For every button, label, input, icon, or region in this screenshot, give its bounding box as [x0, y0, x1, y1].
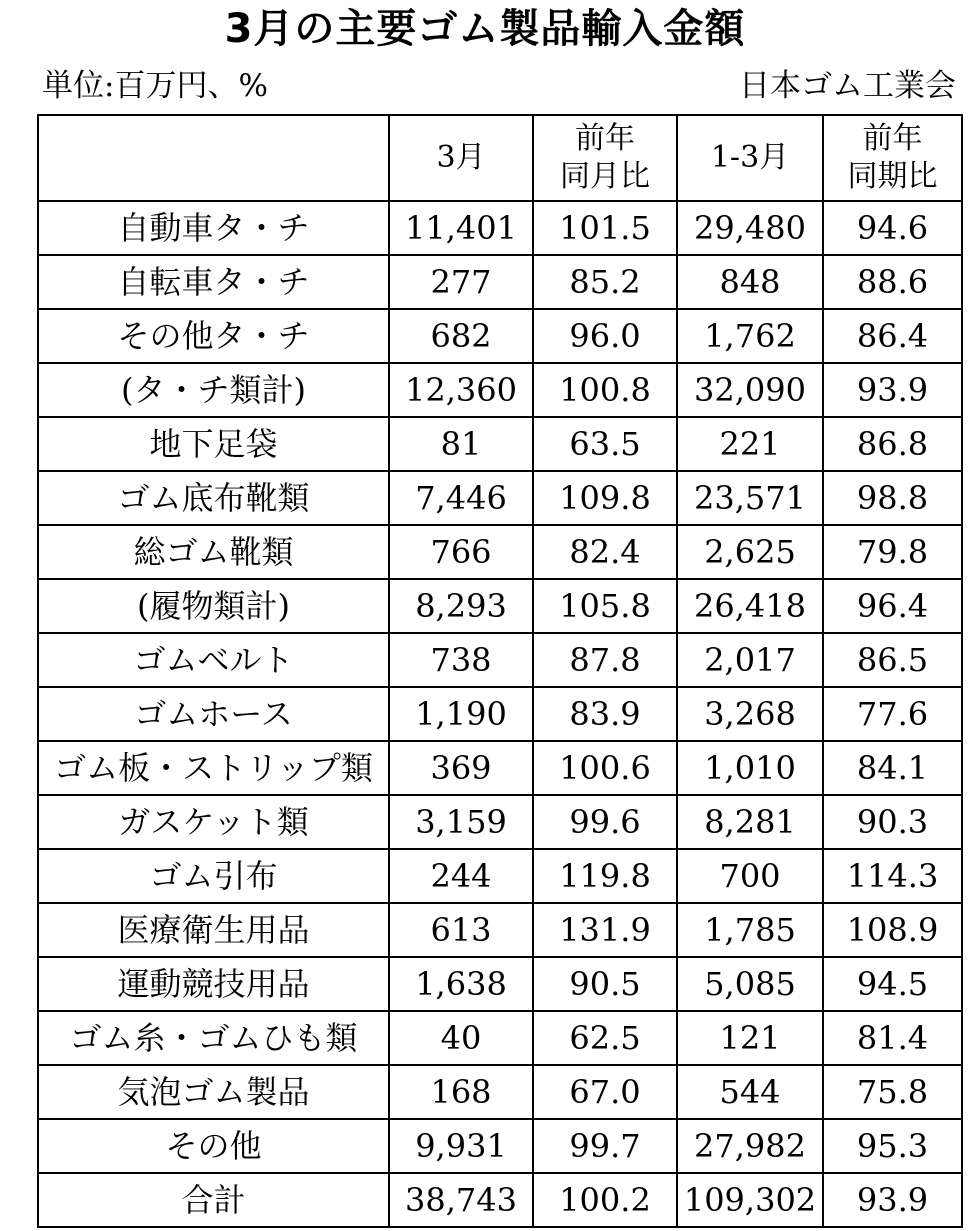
table-row [38, 687, 962, 741]
header-jan-mar [677, 115, 823, 201]
yoy-period-cell: 93.9 [823, 1173, 962, 1227]
category-cell: ゴム板・ストリップ類 [38, 741, 389, 795]
yoy-period-cell: 90.3 [823, 795, 962, 849]
jan-mar-value-cell: 1,762 [677, 309, 823, 363]
category-cell: 地下足袋 [38, 417, 389, 471]
header-jan-mar-line1: 1-3月 [710, 140, 790, 175]
march-value-cell: 3,159 [389, 795, 533, 849]
yoy-month-cell: 101.5 [533, 201, 677, 255]
yoy-month-cell: 109.8 [533, 471, 677, 525]
march-value-cell: 12,360 [389, 363, 533, 417]
table-row [38, 255, 962, 309]
yoy-month-cell: 100.2 [533, 1173, 677, 1227]
march-value-cell: 277 [389, 255, 533, 309]
march-value-cell: 369 [389, 741, 533, 795]
table-row [38, 201, 962, 255]
march-value-cell: 9,931 [389, 1119, 533, 1173]
jan-mar-value-cell: 26,418 [677, 579, 823, 633]
page-title: 3月の主要ゴム製品輸入金額 [224, 6, 746, 52]
yoy-period-cell: 86.8 [823, 417, 962, 471]
jan-mar-value-cell: 2,625 [677, 525, 823, 579]
march-value-cell: 7,446 [389, 471, 533, 525]
march-value-cell: 1,638 [389, 957, 533, 1011]
unit-label: 単位:百万円、% [42, 68, 268, 104]
jan-mar-value-cell: 700 [677, 849, 823, 903]
yoy-month-cell: 63.5 [533, 417, 677, 471]
table-row [38, 1173, 962, 1227]
yoy-period-cell: 94.5 [823, 957, 962, 1011]
yoy-period-cell: 75.8 [823, 1065, 962, 1119]
category-cell: ゴムホース [38, 687, 389, 741]
yoy-period-cell: 79.8 [823, 525, 962, 579]
header-march [389, 115, 533, 201]
category-cell: ゴム引布 [38, 849, 389, 903]
table-row [38, 471, 962, 525]
jan-mar-value-cell: 5,085 [677, 957, 823, 1011]
table-row [38, 795, 962, 849]
category-cell: ゴム底布靴類 [38, 471, 389, 525]
yoy-month-cell: 85.2 [533, 255, 677, 309]
jan-mar-value-cell: 27,982 [677, 1119, 823, 1173]
yoy-month-cell: 87.8 [533, 633, 677, 687]
jan-mar-value-cell: 544 [677, 1065, 823, 1119]
header-yoy-month [533, 115, 677, 201]
march-value-cell: 738 [389, 633, 533, 687]
yoy-period-cell: 81.4 [823, 1011, 962, 1065]
march-value-cell: 168 [389, 1065, 533, 1119]
yoy-period-cell: 94.6 [823, 201, 962, 255]
jan-mar-value-cell: 2,017 [677, 633, 823, 687]
header-category [38, 115, 389, 201]
yoy-period-cell: 77.6 [823, 687, 962, 741]
jan-mar-value-cell: 1,785 [677, 903, 823, 957]
table-row [38, 417, 962, 471]
header-yoy-month-line1: 前年 [575, 121, 635, 156]
source-label: 日本ゴム工業会 [739, 68, 956, 104]
table-row [38, 525, 962, 579]
march-value-cell: 40 [389, 1011, 533, 1065]
yoy-month-cell: 67.0 [533, 1065, 677, 1119]
category-cell: その他タ・チ [38, 309, 389, 363]
yoy-month-cell: 62.5 [533, 1011, 677, 1065]
yoy-month-cell: 90.5 [533, 957, 677, 1011]
jan-mar-value-cell: 109,302 [677, 1173, 823, 1227]
jan-mar-value-cell: 23,571 [677, 471, 823, 525]
yoy-month-cell: 82.4 [533, 525, 677, 579]
jan-mar-value-cell: 8,281 [677, 795, 823, 849]
yoy-period-cell: 96.4 [823, 579, 962, 633]
header-march-line1: 3月 [436, 140, 486, 175]
yoy-month-cell: 100.6 [533, 741, 677, 795]
march-value-cell: 8,293 [389, 579, 533, 633]
category-cell: その他 [38, 1119, 389, 1173]
table-body [38, 201, 962, 1227]
yoy-period-cell: 88.6 [823, 255, 962, 309]
import-table [37, 114, 963, 1228]
yoy-period-cell: 108.9 [823, 903, 962, 957]
table-row [38, 1119, 962, 1173]
category-cell: 気泡ゴム製品 [38, 1065, 389, 1119]
table-row [38, 957, 962, 1011]
header-yoy-period-line1: 前年 [862, 121, 923, 156]
table-row [38, 579, 962, 633]
yoy-period-cell: 86.5 [823, 633, 962, 687]
category-cell: 自動車タ・チ [38, 201, 389, 255]
table-row [38, 849, 962, 903]
jan-mar-value-cell: 221 [677, 417, 823, 471]
yoy-month-cell: 99.7 [533, 1119, 677, 1173]
jan-mar-value-cell: 121 [677, 1011, 823, 1065]
jan-mar-value-cell: 848 [677, 255, 823, 309]
march-value-cell: 766 [389, 525, 533, 579]
category-cell: 自転車タ・チ [38, 255, 389, 309]
yoy-month-cell: 100.8 [533, 363, 677, 417]
category-cell: 運動競技用品 [38, 957, 389, 1011]
category-cell: ガスケット類 [38, 795, 389, 849]
category-cell: ゴムベルト [38, 633, 389, 687]
yoy-period-cell: 98.8 [823, 471, 962, 525]
header-yoy-period-line2: 同期比 [847, 159, 938, 194]
yoy-period-cell: 114.3 [823, 849, 962, 903]
march-value-cell: 682 [389, 309, 533, 363]
march-value-cell: 81 [389, 417, 533, 471]
category-cell: 総ゴム靴類 [38, 525, 389, 579]
march-value-cell: 38,743 [389, 1173, 533, 1227]
table-row [38, 903, 962, 957]
table-row [38, 309, 962, 363]
category-cell: 合計 [38, 1173, 389, 1227]
table-row [38, 1065, 962, 1119]
table-row [38, 633, 962, 687]
category-cell: (タ・チ類計) [38, 363, 389, 417]
table-header-row [38, 115, 962, 201]
march-value-cell: 11,401 [389, 201, 533, 255]
header-yoy-period [823, 115, 962, 201]
table-row [38, 363, 962, 417]
yoy-period-cell: 84.1 [823, 741, 962, 795]
yoy-period-cell: 93.9 [823, 363, 962, 417]
yoy-month-cell: 131.9 [533, 903, 677, 957]
category-cell: ゴム糸・ゴムひも類 [38, 1011, 389, 1065]
category-cell: 医療衛生用品 [38, 903, 389, 957]
yoy-month-cell: 83.9 [533, 687, 677, 741]
march-value-cell: 1,190 [389, 687, 533, 741]
jan-mar-value-cell: 32,090 [677, 363, 823, 417]
jan-mar-value-cell: 1,010 [677, 741, 823, 795]
category-cell: (履物類計) [38, 579, 389, 633]
yoy-period-cell: 86.4 [823, 309, 962, 363]
yoy-month-cell: 96.0 [533, 309, 677, 363]
jan-mar-value-cell: 29,480 [677, 201, 823, 255]
march-value-cell: 613 [389, 903, 533, 957]
yoy-month-cell: 99.6 [533, 795, 677, 849]
header-yoy-month-line2: 同月比 [560, 159, 650, 194]
yoy-month-cell: 119.8 [533, 849, 677, 903]
table-row [38, 1011, 962, 1065]
yoy-month-cell: 105.8 [533, 579, 677, 633]
yoy-period-cell: 95.3 [823, 1119, 962, 1173]
march-value-cell: 244 [389, 849, 533, 903]
jan-mar-value-cell: 3,268 [677, 687, 823, 741]
table-row [38, 741, 962, 795]
